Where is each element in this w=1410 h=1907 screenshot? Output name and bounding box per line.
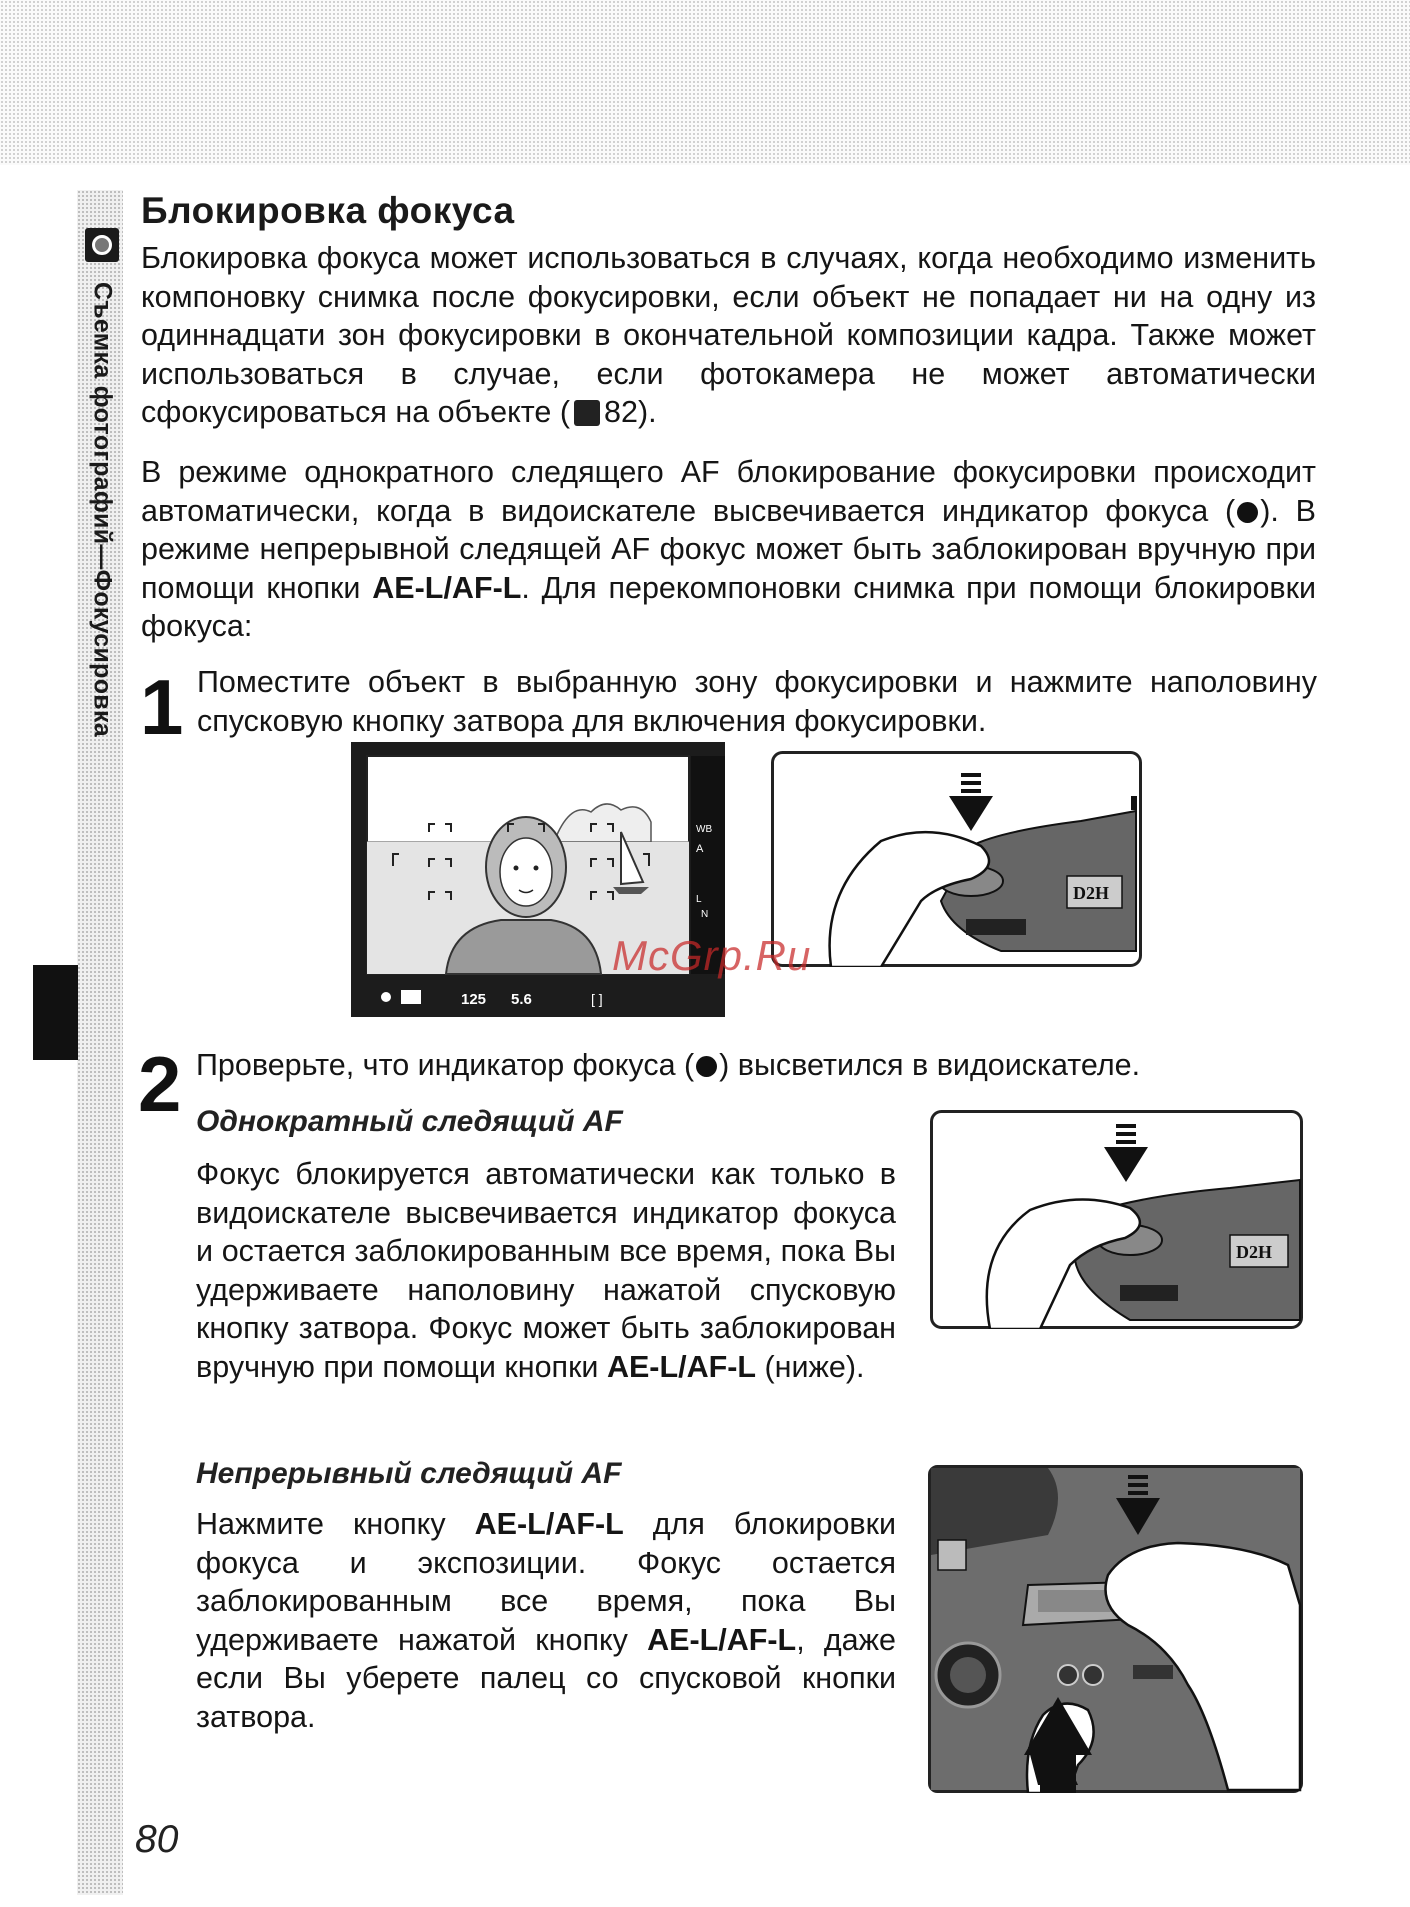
page-reference-icon xyxy=(574,400,600,426)
scan-top-dither xyxy=(0,0,1410,165)
viewfinder-aperture: 5.6 xyxy=(511,991,532,1008)
step-1-number: 1 xyxy=(140,663,184,751)
ae-af-lock-button-label: AE-L/AF-L xyxy=(606,1349,757,1384)
ae-af-lock-button-label: AE-L/AF-L xyxy=(474,1507,624,1541)
reference-page: 82 xyxy=(604,395,638,429)
single-af-text: Фокус блокируется автоматически как только в видоискателе высвечивается индикатор фокуса и остается заблокированным все время, пока Вы удерживаете наполовину нажатой спусковую кнопку затвора. Фокус может быть заблокирован вручную при помощи кнопки AE-L/AF-L (ниже). xyxy=(196,1157,896,1384)
step-2-number: 2 xyxy=(138,1040,182,1128)
intro-paragraph: Блокировка фокуса может использоваться в случаях, когда необходимо изменить компоновку снимка после фокусировки, если объект не попадает ни на одну из одиннадцати зон фокусировки в окончательной композиции кадра. Также может использоваться в случае, если фотокамера не может автоматически сфокусироваться на объекте ( 82). xyxy=(141,241,1316,429)
site-watermark: McGrp.Ru xyxy=(612,932,812,979)
viewfinder-side-a: A xyxy=(696,843,704,855)
shutter-half-press-illustration-2 xyxy=(930,1110,1303,1329)
viewfinder-side-n: N xyxy=(701,909,709,920)
continuous-af-heading: Непрерывный следящий AF xyxy=(196,1457,622,1490)
page-title: Блокировка фокуса xyxy=(141,190,515,231)
viewfinder-side-l: L xyxy=(696,894,702,905)
af-mode-paragraph: В режиме однократного следящего AF блокирование фокусировки происходит автоматически, когда в видоискателе высвечивается индикатор фокуса ( ). В режиме непрерывной следящей AF фокус может быть заблокирован вручную при помощи кнопки AE-L/AF-L. Для перекомпоновки снимка при помощи блокировки фокуса: xyxy=(141,455,1316,643)
ae-af-lock-button-label: AE-L/AF-L xyxy=(647,1622,797,1657)
ae-af-lock-press-illustration xyxy=(928,1465,1303,1793)
camera-mode-icon xyxy=(85,228,119,262)
sidebar-section-label: Съемка фотографий—Фокусировка xyxy=(88,282,117,737)
single-af-heading: Однократный следящий AF xyxy=(196,1105,623,1138)
step-1-text: Поместите объект в выбранную зону фокусировки и нажмите наполовину спусковую кнопку затвора для включения фокусировки. xyxy=(197,665,1317,738)
focus-indicator-icon xyxy=(1237,502,1258,523)
ae-af-lock-button-label: AE-L/AF-L xyxy=(372,570,522,605)
viewfinder-side-wb: WB xyxy=(696,824,713,835)
camera-model-logo-2: D2H xyxy=(1236,1242,1272,1262)
viewfinder-focus-dot xyxy=(381,992,391,1002)
camera-model-logo: D2H xyxy=(1073,883,1109,903)
viewfinder-shutter-speed: 125 xyxy=(461,991,487,1008)
step-2-text: Проверьте, что индикатор фокуса ( ) высветился в видоискателе. xyxy=(196,1048,1141,1082)
page-number: 80 xyxy=(135,1818,179,1861)
shutter-half-press-illustration xyxy=(771,751,1142,967)
sidebar-section-tab xyxy=(33,965,78,1060)
continuous-af-text: Нажмите кнопку AE-L/AF-L для блокировки фокуса и экспозиции. Фокус остается заблокированным все время, пока Вы удерживаете нажатой кнопку AE-L/AF-L, даже если Вы уберете палец со спусковой кнопки затвора. xyxy=(196,1507,896,1734)
focus-indicator-icon xyxy=(696,1056,717,1077)
svg-text:[ ]: [ ] xyxy=(591,991,603,1007)
